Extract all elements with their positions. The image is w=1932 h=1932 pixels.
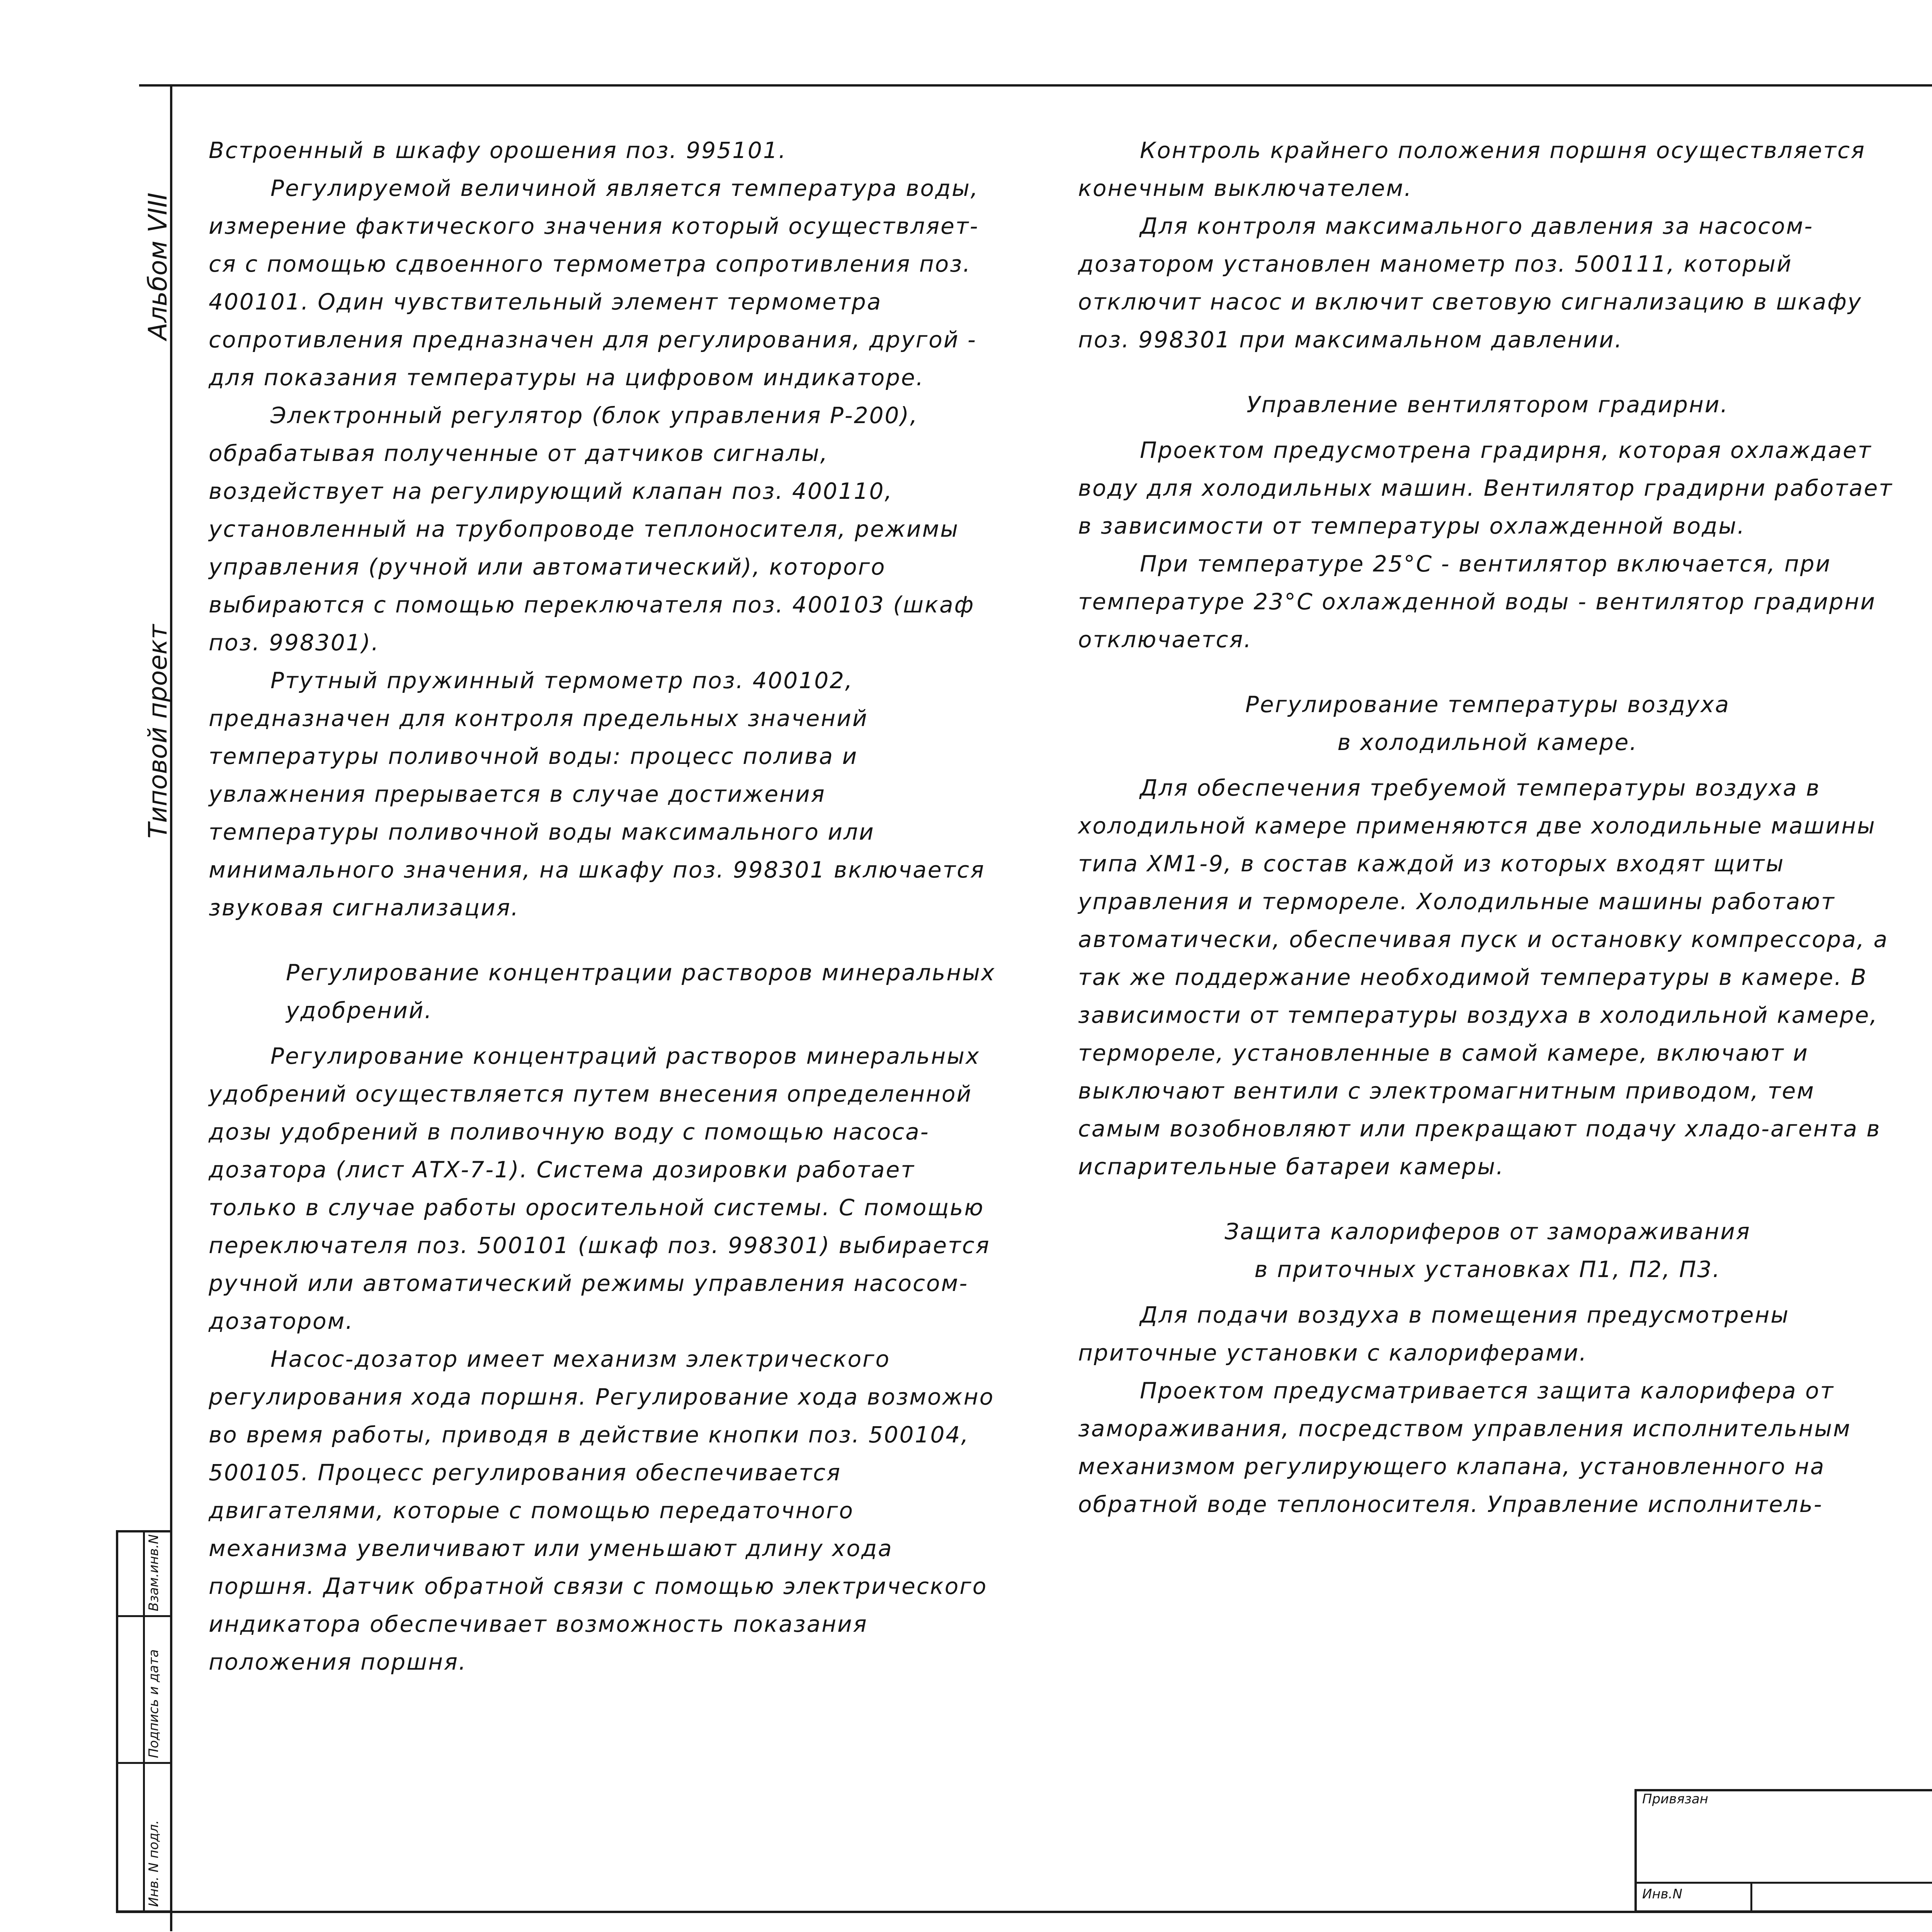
- replace-inv-label: Взам.инв.N: [146, 1534, 162, 1611]
- col1-paragraph: Ртутный пружинный термометр поз. 400102, предназначен для контроля предельных значений температуры поливочной воды: процесс полива и увлажнения прерывается в случае достижения температуры поливочной воды максимального или минимального значения, на шкафу поз. 998301 включается звуковая сигнализация.: [209, 667, 985, 921]
- album-label: Альбом VIII: [143, 192, 173, 340]
- signature-date-label: Подпись и дата: [146, 1649, 162, 1758]
- frame-top-rule: [139, 84, 1932, 87]
- col2-heading: [1078, 1213, 1897, 1288]
- col2-heading: [1078, 685, 1897, 761]
- col2-paragraph: Для подачи воздуха в помещения предусмотрены приточные установки с калориферами.: [1078, 1302, 1790, 1366]
- col1-paragraph: Электронный регулятор (блок управления Р-200), обрабатывая полученные от датчиков сигналы, воздействует на регулирующий клапан поз. 400110, установленный на трубопроводе теплоносителя, режимы управления (ручной или автоматический), которого выбираются с помощью переключателя поз. 400103 (шкаф поз. 998301).: [209, 402, 975, 656]
- col2-paragraph: Для контроля максимального давления за насосом-дозатором установлен манометр поз. 500111, который отключит насос и включит световую сигнализацию в шкафу поз. 998301 при максимальном давлении.: [1078, 213, 1862, 353]
- col2-paragraph: Проектом предусматривается защита калорифера от замораживания, посредством управления исполнительным механизмом регулирующего клапана, установленного на обратной воде теплоносителя. Управление исполнитель-: [1078, 1378, 1851, 1517]
- col2-paragraph: При температуре 25°С - вентилятор включается, при температуре 23°С охлажденной воды - вентилятор градирни отключается.: [1078, 551, 1876, 653]
- left-stamp-sep-1: [116, 1615, 172, 1617]
- col2-paragraph: Проектом предусмотрена градирня, которая охлаждает воду для холодильных машин. Вентилятор градирни работает в зависимости от температуры охлажденной воды.: [1078, 437, 1893, 539]
- col2-heading-line: в приточных установках П1, П2, П3.: [1254, 1256, 1721, 1282]
- left-stamp-divider: [143, 1530, 145, 1913]
- inv-label: Инв. N подл.: [146, 1820, 162, 1907]
- col1-paragraph: Регулируемой величиной является температура воды, измерение фактического значения который осуществляет-ся с помощью сдвоенного термометра сопротивления поз. 400101. Один чувствительный элемент термометра сопротивления предназначен для регулирования, другой - для показания температуры на цифровом индикаторе.: [209, 175, 979, 391]
- col2-heading-line: Регулирование температуры воздуха: [1245, 691, 1730, 718]
- inv-n-label: Инв.N: [1642, 1886, 1682, 1902]
- text-column-2: [1078, 131, 1897, 1523]
- binding-block-rule: [1634, 1882, 1932, 1884]
- text-column-1: [209, 131, 997, 1681]
- col1-heading: Регулирование концентрации растворов минеральных удобрений.: [286, 959, 996, 1024]
- col1-paragraph: Встроенный в шкафу орошения поз. 995101.: [209, 137, 787, 163]
- col1-paragraph: Насос-дозатор имеет механизм электрического регулирования хода поршня. Регулирование хода возможно во время работы, приводя в действие кнопки поз. 500104, 500105. Процесс регулирования обеспечивается двигателями, которые с помощью передаточного механизма увеличивают или уменьшают длину хода поршня. Датчик обратной связи с помощью электрического индикатора обеспечивает возможность показания положения поршня.: [209, 1346, 995, 1675]
- col2-heading: Управление вентилятором градирни.: [1247, 391, 1729, 418]
- col2-heading-line: в холодильной камере.: [1337, 729, 1638, 755]
- binding-block-vrule: [1750, 1882, 1752, 1913]
- col2-heading-line: Защита калориферов от замораживания: [1225, 1218, 1751, 1245]
- col1-paragraph: Регулирование концентраций растворов минеральных удобрений осуществляется путем внесения определенной дозы удобрений в поливочную воду с помощью насоса-дозатора (лист АТХ-7-1). Система дозировки работает только в случае работы оросительной системы. С помощью переключателя поз. 500101 (шкаф поз. 998301) выбирается ручной или автоматический режимы управления насосом-дозатором.: [209, 1043, 990, 1334]
- binding-label: Привязан: [1642, 1791, 1708, 1807]
- project-label: Типовой проект: [143, 624, 173, 838]
- col2-paragraph: Контроль крайнего положения поршня осуществляется конечным выключателем.: [1078, 137, 1866, 201]
- col2-paragraph: Для обеспечения требуемой температуры воздуха в холодильной камере применяются две холодильные машины типа ХМ1-9, в состав каждой из которых входят щиты управления и термореле. Холодильные машины работают автоматически, обеспечивая пуск и остановку компрессора, а так же поддержание необходимой температуры в камере. В зависимости от температуры воздуха в холодильной камере, термореле, установленные в самой камере, включают и выключают вентили с электромагнитным приводом, тем самым возобновляют или прекращают подачу хладо-агента в испарительные батареи камеры.: [1078, 775, 1889, 1180]
- left-stamp-sep-2: [116, 1762, 172, 1764]
